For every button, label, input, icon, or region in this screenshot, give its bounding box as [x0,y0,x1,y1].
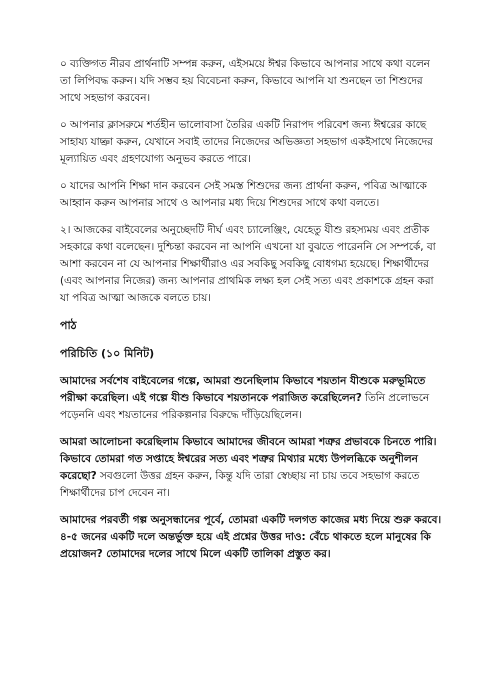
intro-paragraph-1 [60,373,442,424]
intro-answer-1: তিনি প্রলোভনে পড়েননি এবং শয়তানের পরিকল্পনার বিরুদ্ধে দাঁড়িয়েছিলেন। [60,392,430,421]
group-activity-instruction: আমাদের পরবর্তী গল্প অনুসন্ধানের পূর্বে, তোমরা একটি দলগত কাজের মধ্য দিয়ে শুরু করবে। ৪-৫ জনের একটি দলে অন্তর্ভুক্ত হয়ে এই প্রশ্নের উত্তর দাও: বেঁচে থাকতে হলে মানুষের কি প্রয়োজন? তোমাদের দলের সাথে মিলে একটি তালিকা প্রস্তুত কর। [60,514,442,560]
intro-question-2: আমরা আলোচনা করেছিলাম কিভাবে আমাদের জীবনে আমরা শত্রুর প্রভাবকে চিনতে পারি। কিভাবে তোমরা গত সপ্তাহে ঈশ্বরের সত্য এবং শত্রুর মিথ্যার মধ্যে উপলব্ধিকে অনুশীলন করেছো? [60,436,437,482]
bible-passage-note: ২। আজকের বাইবেলের অনুচ্ছেদটি দীর্ঘ এবং চ্যালেঞ্জিং, যেহেতু যীশু রহস্যময় এবং প্রতীক সহকারে কথা বলেছেন। দুশ্চিন্তা করবেন না আপনি এখনো যা বুঝতে পারেননি সে সম্পর্কে, বা আশা করবেন না যে আপনার শিক্ষার্থীরাও এর সবকিছু সবকিছু বোধগম্য হয়েছে। শিক্ষার্থীদের (এবং আপনার নিজের) জন্য আপনার প্রাথমিক লক্ষ্য হল সেই সত্য এবং প্রকাশকে গ্রহন করা যা পবিত্র আত্মা আজকে বলতে চায়। [60,224,436,304]
prayer-instruction-3: ০ যাদের আপনি শিক্ষা দান করবেন সেই সমস্ত শিশুদের জন্য প্রার্থনা করুন, পবিত্র আত্মাকে আহ্বান করুন আপনার সাথে ও আপনার মধ্য দিয়ে শিশুদের সাথে কথা বলতে। [60,180,427,209]
intro-paragraph-3 [60,512,442,563]
lesson-heading: পাঠ [60,319,77,332]
document-page [60,56,442,573]
prayer-instruction-1: ০ ব্যক্তিগত নীরব প্রার্থনাটি সম্পন্ন করুন, এইসময়ে ঈশ্বর কিভাবে আপনার সাথে কথা বলেন তা লিপিবদ্ধ করুন। যদি সম্ভব হয় বিবেচনা করুন, কিভাবে আপনি যা শুনছেন তা শিশুদের সাথে সহভাগ করবেন। [60,58,430,104]
introduction-heading: পরিচিতি (১০ মিনিট) [60,347,155,360]
prayer-instruction-2: ০ আপনার ক্লাসরুমে শর্তহীন ভালোবাসা তৈরির একটি নিরাপদ পরিবেশ জন্য ঈশ্বরের কাছে সাহায্য যাচ্ঞা করুন, যেখানে সবাই তাদের নিজেদের অভিজ্ঞতা সহভাগ একইসাথে নিজেদের মূল্যায়িত এবং গ্রহণযোগ্য অনুভব করতে পারে। [60,119,433,165]
intro-paragraph-2 [60,434,442,502]
intro-question-1: আমাদের সর্বশেষ বাইবেলের গল্পে, আমরা শুনেছিলাম কিভাবে শয়তান যীশুকে মরুভূমিতে পরীক্ষা করেছিল। এই গল্পে যীশু কিভাবে শয়তানকে পরাজিত করেছিলেন? [60,375,426,404]
intro-answer-2: সবগুলো উত্তর গ্রহন করুন, কিন্তু যদি তারা স্বেচ্ছায় না চায় তবে সহভাগ করতে শিক্ষার্থীদের চাপ দেবেন না। [60,470,420,499]
